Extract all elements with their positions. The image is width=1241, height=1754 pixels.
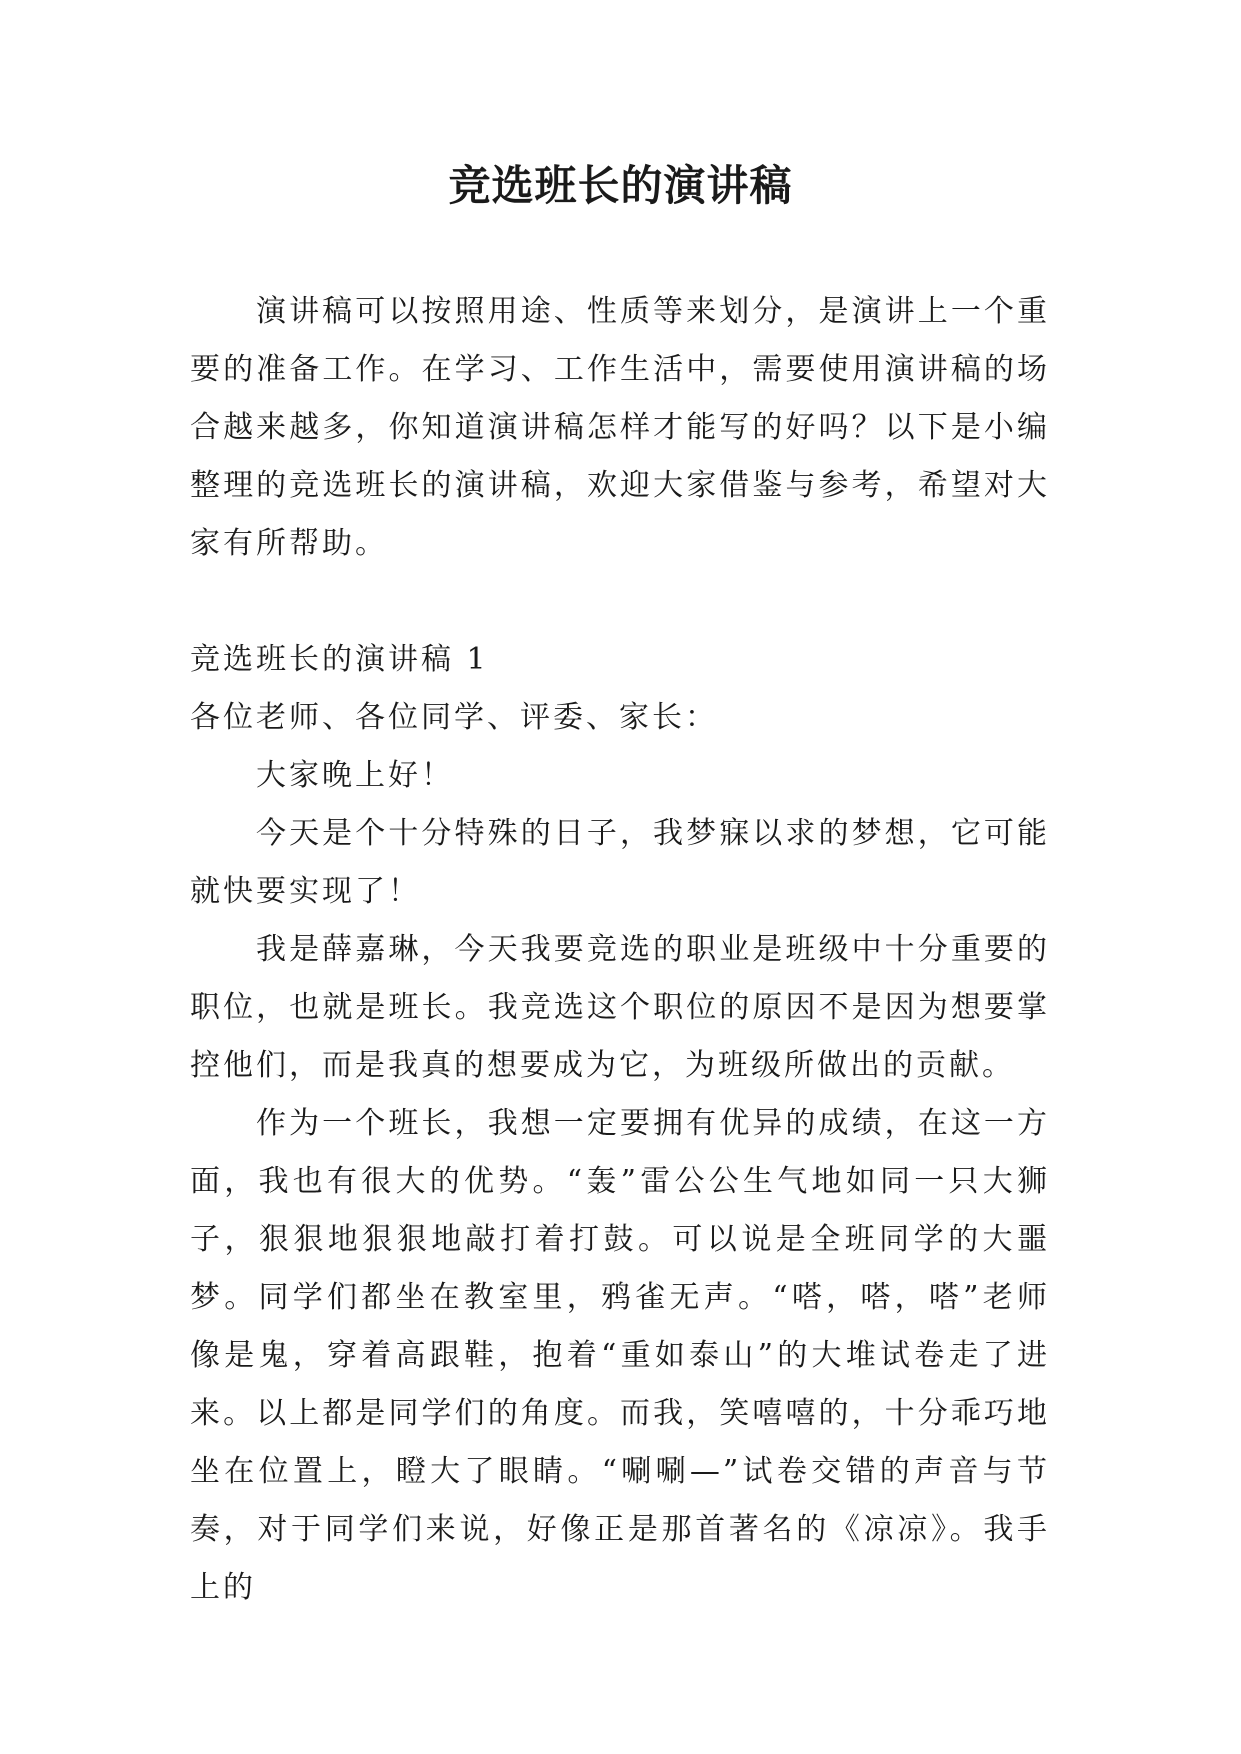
body-paragraph: 大家晚上好！ <box>256 758 454 793</box>
body-paragraph: 我是薛嘉琳，今天我要竞选的职业是班级中十分重要的职位，也就是班长。我竞选这个职位的原因不是因为想要掌控他们，而是我真的想要成为它，为班级所做出的贡献。 <box>190 932 1050 1083</box>
salutation: 各位老师、各位同学、评委、家长： <box>190 700 718 735</box>
body-paragraph: 作为一个班长，我想一定要拥有优异的成绩，在这一方面，我也有很大的优势。“轰”雷公公生气地如同一只大狮子，狠狠地狠狠地敲打着打鼓。可以说是全班同学的大噩梦。同学们都坐在教室里，鸦雀无声。“嗒，嗒，嗒”老师像是鬼，穿着高跟鞋，抱着“重如泰山”的大堆试卷走了进来。以上都是同学们的角度。而我，笑嘻嘻的，十分乖巧地坐在位置上，瞪大了眼睛。“唰唰—”试卷交错的声音与节奏，对于同学们来说，好像正是那首著名的《凉凉》。我手上的 <box>190 1106 1050 1605</box>
document-title: 竞选班长的演讲稿 <box>448 161 793 210</box>
intro-paragraph: 演讲稿可以按照用途、性质等来划分，是演讲上一个重要的准备工作。在学习、工作生活中，需要使用演讲稿的场合越来越多，你知道演讲稿怎样才能写的好吗？以下是小编整理的竞选班长的演讲稿，欢迎大家借鉴与参考，希望对大家有所帮助。 <box>190 294 1050 561</box>
body-paragraph: 今天是个十分特殊的日子，我梦寐以求的梦想，它可能就快要实现了！ <box>190 816 1050 909</box>
section-heading: 竞选班长的演讲稿 1 <box>190 642 489 677</box>
spacer <box>190 573 1050 631</box>
document-body <box>190 283 1050 1617</box>
